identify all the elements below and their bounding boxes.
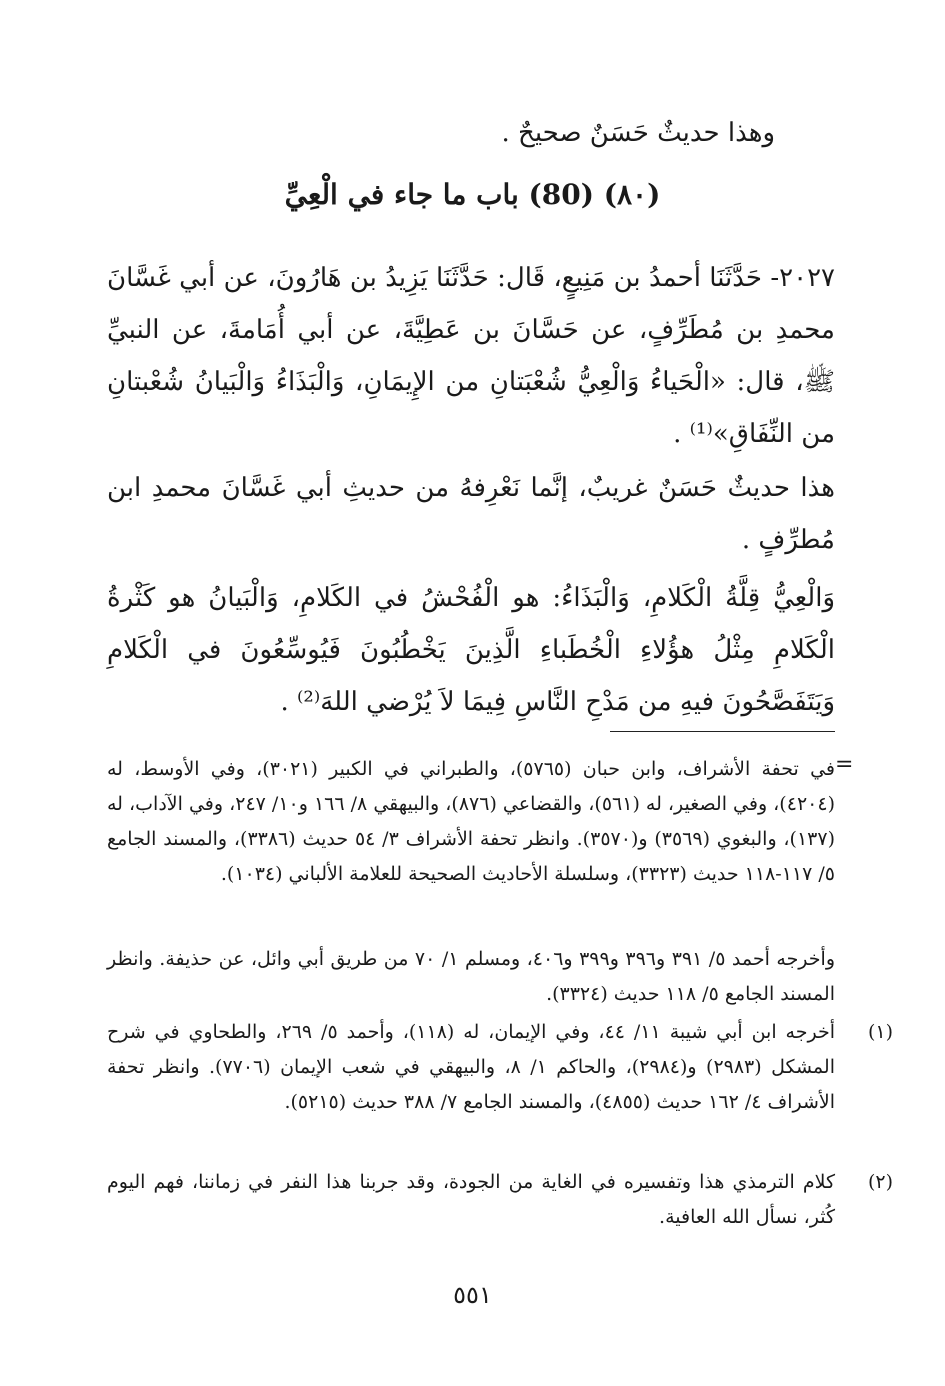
footnote-2 xyxy=(107,1165,893,1235)
footnote-continuation-mark: = xyxy=(835,752,854,777)
footnote-1 xyxy=(107,1015,893,1120)
footnote-continuation: في تحفة الأشراف، وابن حبان (٥٧٦٥)، والطبراني في الكبير (٣٠٢١)، وفي الأوسط، له (٤٢٠٤)، وفي الصغير، له (٥٦١)، والقضاعي (٨٧٦)، والبيهقي ٨/ ١٦٦ و١٠/ ٢٤٧، وفي الآداب، له (١٣٧)، والبغوي (٣٥٦٩) و(٣٥٧٠). وانظر تحفة الأشراف ٣/ ٥٤ حديث (٣٣٨٦)، والمسند الجامع ٥/ ١١٧-١١٨ حديث (٣٣٢٣)، وسلسلة الأحاديث الصحيحة للعلامة الألباني (١٠٣٤). xyxy=(107,758,836,885)
footnote-1-number: (١) xyxy=(867,1021,893,1043)
footnote-2-text: كلام الترمذي هذا وتفسيره في الغاية من الجودة، وقد جربنا هذا النفر في زماننا، فهم اليوم كُثر، نسأل الله العافية. xyxy=(107,1171,835,1228)
previous-hadith-grade: وهذا حديثٌ حَسَنٌ صحيحٌ . xyxy=(501,118,775,148)
footnote-1-text: أخرجه ابن أبي شيبة ١١/ ٤٤، وفي الإيمان، له (١١٨)، وأحمد ٥/ ٢٦٩، والطحاوي في شرح المشكل (٢٩٨٣) و(٢٩٨٤)، والحاكم ١/ ٨، والبيهقي في شعب الإيمان (٧٧٠٦). وانظر تحفة الأشراف ٤/ ١٦٢ حديث (٤٨٥٥)، والمسند الجامع ٧/ ٣٨٨ حديث (٥٢١٥). xyxy=(107,1021,835,1113)
footnote-2-number: (٢) xyxy=(867,1171,893,1193)
footnote-divider xyxy=(610,731,835,732)
hadith-text: ٢٠٢٧- حَدَّثَنَا أحمدُ بن مَنِيعٍ، قَال: حَدَّثَنَا يَزِيدُ بن هَارُونَ، عن أبي غَسَّانَ محمدِ بن مُطَرِّفٍ، عن حَسَّانَ بن عَطِيَّةَ، عن أبي أُمَامةَ، عن النبيِّ ﷺ، قال: «الْحَياءُ وَالْعِيُّ شُعْبَتانِ من الإِيمَانِ، وَالْبَذَاءُ وَالْبَيانُ شُعْبتانِ من النِّفَاقِ»⁽¹⁾ . xyxy=(107,263,835,449)
chapter-heading: (٨٠) (80) باب ما جاء في الْعِيِّ xyxy=(284,178,661,211)
word-explanation: وَالْعِيُّ قِلَّةُ الْكَلامِ، وَالْبَذَاءُ: هو الْفُحْشُ في الكَلامِ، وَالْبَيانُ هو كَثْرةُ الْكَلامِ مِثْلُ هؤُلاءِ الْخُطَباءِ الَّذِينَ يَخْطُبُونَ فَيُوسِّعُونَ في الْكَلامِ وَيَتَفَصَّحُونَ فيهِ من مَدْحِ النَّاسِ فِيمَا لاَ يُرْضي اللهَ⁽²⁾ . xyxy=(107,583,835,717)
page-number: ٥٥١ xyxy=(453,1281,492,1309)
footnote-continuation-second: وأخرجه أحمد ٥/ ٣٩١ و٣٩٦ و٣٩٩ و٤٠٦، ومسلم ١/ ٧٠ من طريق أبي وائل، عن حذيفة. وانظر المسند الجامع ٥/ ١١٨ حديث (٣٣٢٤). xyxy=(107,948,835,1005)
hadith-grade: هذا حديثٌ حَسَنٌ غريبٌ، إنَّما نَعْرِفهُ من حديثِ أبي غَسَّانَ محمدِ ابن مُطرِّفٍ . xyxy=(107,473,836,555)
